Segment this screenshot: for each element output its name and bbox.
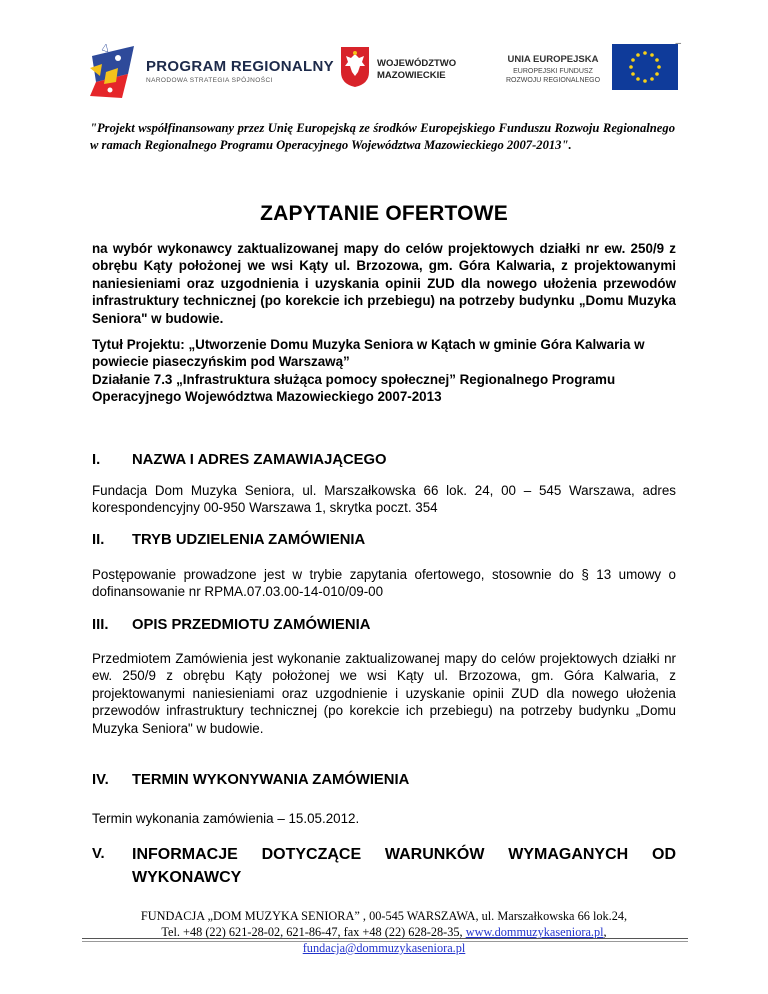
- program-subtitle: NARODOWA STRATEGIA SPÓJNOŚCI: [146, 77, 273, 84]
- eu-flag-icon: [612, 44, 678, 90]
- footer-phone: Tel. +48 (22) 621-28-02, 621-86-47, fax +48 (22) 628-28-35,: [161, 925, 466, 939]
- section-body-2: Postępowanie prowadzone jest w trybie zapytania ofertowego, stosownie do § 13 umowy o dofinansowanie nr RPMA.07.03.00-14-010/09-00: [92, 567, 676, 600]
- header-dash: –: [675, 38, 681, 49]
- project-action: Działanie 7.3 „Infrastruktura służąca pomocy społecznej” Regionalnego Programu Operacyjnego Województwa Mazowieckiego 2007-2013: [92, 371, 616, 405]
- voivodeship-name-line1: WOJEWÓDZTWO: [377, 58, 457, 69]
- footer-divider: [82, 938, 688, 939]
- program-flag-icon: [88, 42, 140, 100]
- section-heading-4: [92, 772, 409, 788]
- voivodeship-name-line2: MAZOWIECKIE: [377, 70, 446, 81]
- eagle-shield-icon: [340, 46, 370, 88]
- section-number: II.: [92, 532, 105, 548]
- footer-comma: ,: [603, 925, 607, 939]
- section-title: OPIS PRZEDMIOTU ZAMÓWIENIA: [132, 617, 371, 633]
- subject-paragraph: na wybór wykonawcy zaktualizowanej mapy do celów projektowych działki nr ew. 250/9 z obrębu Kąty położonej we wsi Kąty ul. Brzozowa, gm. Góra Kalwaria, z projektowanymi naniesieniami oraz uzgodnienia i uzyskania opinii ZUD dla nowego ułożenia przewodów infrastruktury technicznej (po korekcie ich przebiegu) na potrzeby budynku „Domu Muzyka Seniora" w budowie.: [92, 241, 676, 326]
- website-link[interactable]: www.dommuzykaseniora.pl: [465, 925, 604, 939]
- cofinancing-note: "Projekt współfinansowany przez Unię Europejską ze środków Europejskiego Funduszu Rozwoju Regionalnego w ramach Regionalnego Programu Operacyjnego Województwa Mazowieckiego 2007-2013".: [90, 121, 675, 152]
- project-info: [92, 336, 676, 406]
- program-title: PROGRAM REGIONALNY: [146, 58, 334, 75]
- section-body-3: Przedmiotem Zamówienia jest wykonanie zaktualizowanej mapy do celów projektowych działki nr ew. 250/9 z obrębu Kąty położonej we wsi Kąty ul. Brzozowa, gm. Góra Kalwaria, z projektowanymi naniesieniami oraz uzgodnienie i uzyskanie opinii ZUD dla nowego ułożenia przewodów infrastruktury technicznej (po korekcie ich przebiegu) na potrzeby budynku „Domu Muzyka Seniora" w budowie.: [92, 651, 676, 736]
- eu-fund-line2: ROZWOJU REGIONALNEGO: [505, 77, 601, 84]
- section-heading-1: [92, 452, 387, 468]
- section-body-4: Termin wykonania zamówienia – 15.05.2012.: [92, 811, 360, 826]
- email-link[interactable]: fundacja@dommuzykaseniora.pl: [302, 941, 466, 955]
- section-title: TERMIN WYKONYWANIA ZAMÓWIENIA: [132, 772, 410, 788]
- section-number: IV.: [92, 772, 109, 788]
- eu-fund-line1: EUROPEJSKI FUNDUSZ: [513, 68, 593, 75]
- section-number: V.: [92, 846, 105, 862]
- section-number: I.: [92, 452, 101, 468]
- eu-logo: [498, 42, 678, 102]
- footer: [0, 908, 768, 956]
- footer-address: FUNDACJA „DOM MUZYKA SENIORA” , 00-545 WARSZAWA, ul. Marszałkowska 66 lok.24,: [140, 909, 628, 923]
- section-heading-3: [92, 617, 370, 633]
- section-heading-5: [92, 843, 676, 889]
- project-title: Tytuł Projektu: „Utworzenie Domu Muzyka Seniora w Kątach w gminie Góra Kalwaria w powiecie piaseczyńskim pod Warszawą”: [92, 337, 645, 370]
- section-title: TRYB UDZIELENIA ZAMÓWIENIA: [132, 532, 366, 548]
- voivodeship-logo: [340, 46, 490, 100]
- section-body-1: Fundacja Dom Muzyka Seniora, ul. Marszałkowska 66 lok. 24, 00 – 545 Warszawa, adres korespondencyjny 00-950 Warszawa 1, skrytka poczt. 354: [92, 483, 676, 516]
- section-title: INFORMACJE DOTYCZĄCE WARUNKÓW WYMAGANYCH OD WYKONAWCY: [132, 846, 676, 886]
- page-title: ZAPYTANIE OFERTOWE: [260, 202, 508, 225]
- eu-title: UNIA EUROPEJSKA: [507, 54, 599, 65]
- section-title: NAZWA I ADRES ZAMAWIAJĄCEGO: [132, 452, 387, 468]
- program-regionalny-logo: [88, 42, 338, 102]
- section-heading-2: [92, 532, 365, 548]
- section-number: III.: [92, 617, 109, 633]
- footer-divider-secondary: [82, 941, 688, 942]
- header-logos: [88, 36, 678, 106]
